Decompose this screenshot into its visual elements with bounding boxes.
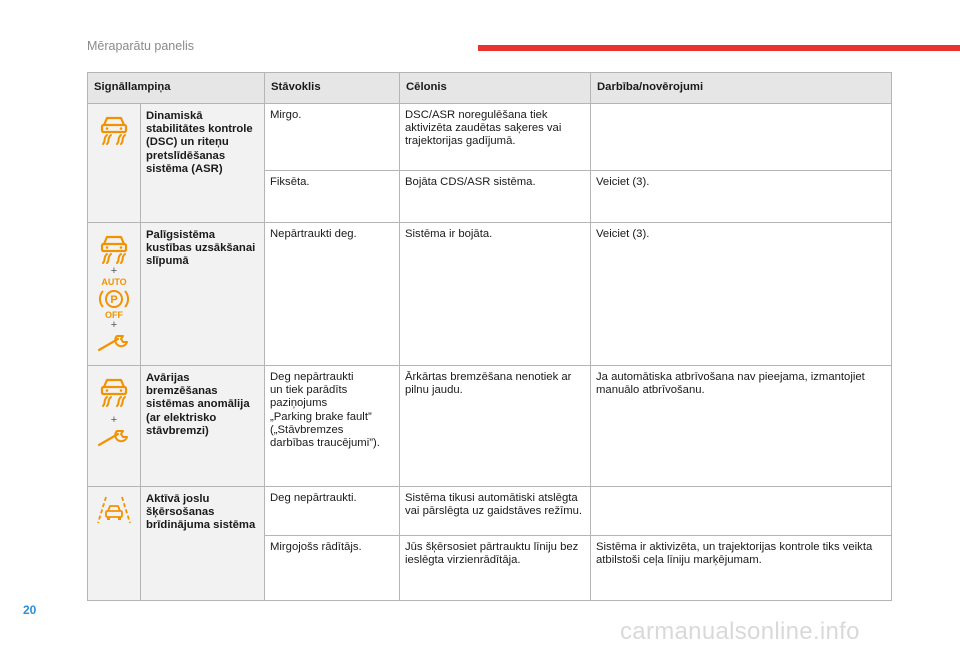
table-row [88,366,892,487]
auto-label: AUTO [101,277,127,287]
action-cell [591,487,892,536]
column-header-action: Darbība/novērojumi [591,73,892,104]
cause-cell: DSC/ASR noregulēšana tiek aktivizēta zaudētas saķeres vai trajektorijas gadījumā. [400,104,591,171]
plus-sign: + [110,414,118,426]
state-cell: Mirgo. [265,104,400,171]
state-cell: Mirgojošs rādītājs. [265,536,400,601]
watermark[interactable]: carmanualsonline.info [620,618,860,645]
lamp-name: Palīgsistēma kustības uzsākšanai slīpumā [141,223,265,366]
cause-cell: Sistēma tikusi automātiski atslēgta vai pārslēgta uz gaidstāves režīmu. [400,487,591,536]
plus-sign: + [110,319,118,331]
auto-park-off-icon [90,277,138,319]
off-label: OFF [105,310,123,319]
action-cell: Veiciet (3). [591,223,892,366]
lamp-icon-cell [88,223,141,366]
action-cell: Veiciet (3). [591,171,892,223]
lamp-icon-cell [88,104,141,223]
lamp-name: Avārijas bremzēšanas sistēmas anomālija (ar elektrisko stāvbremzi) [141,366,265,487]
column-header-cause: Cēlonis [400,73,591,104]
plus-sign: + [110,265,118,277]
action-cell: Ja automātiska atbrīvošana nav pieejama, izmantojiet manuālo atbrīvošanu. [591,366,892,487]
warning-lamps-table-wrapper [87,72,891,601]
skid-car-icon [90,112,138,146]
table-row [88,487,892,536]
lamp-icon-cell [88,487,141,601]
skid-car-icon [90,374,138,408]
lamp-icon-cell [88,366,141,487]
cause-cell: Ārkārtas bremzēšana nenotiek ar pilnu jaudu. [400,366,591,487]
state-cell: Deg nepārtraukti. [265,487,400,536]
action-cell [591,104,892,171]
lamp-name: Dinamiskā stabilitātes kontrole (DSC) un riteņu pretslīdēšanas sistēma (ASR) [141,104,265,223]
cause-cell: Sistēma ir bojāta. [400,223,591,366]
cause-cell: Jūs šķērsosiet pārtrauktu līniju bez ieslēgta virzienrādītāja. [400,536,591,601]
column-header-state: Stāvoklis [265,73,400,104]
page-number: 20 [23,603,37,617]
table-row [88,104,892,171]
section-accent-bar [478,45,960,51]
state-cell: Nepārtraukti deg. [265,223,400,366]
p-label: P [110,294,118,306]
table-header-row [88,73,892,104]
column-header-lamp: Signāllampiņa [88,73,265,104]
wrench-icon [90,426,138,448]
cause-cell: Bojāta CDS/ASR sistēma. [400,171,591,223]
state-cell: Fiksēta. [265,171,400,223]
state-cell: Deg nepārtraukti un tiek parādīts paziņojums „Parking brake fault” („Stāvbremzes darbības traucējumi”). [265,366,400,487]
action-cell: Sistēma ir aktivizēta, un trajektorijas kontrole tiks veikta atbilstoši ceļa līniju marķējumam. [591,536,892,601]
section-title: Mēraparātu panelis [87,39,195,53]
lane-departure-icon [90,495,138,525]
lamp-name: Aktīvā joslu šķērsošanas brīdinājuma sistēma [141,487,265,601]
warning-lamps-table [87,72,892,601]
table-row [88,223,892,366]
skid-car-icon [90,231,138,265]
wrench-icon [90,331,138,353]
